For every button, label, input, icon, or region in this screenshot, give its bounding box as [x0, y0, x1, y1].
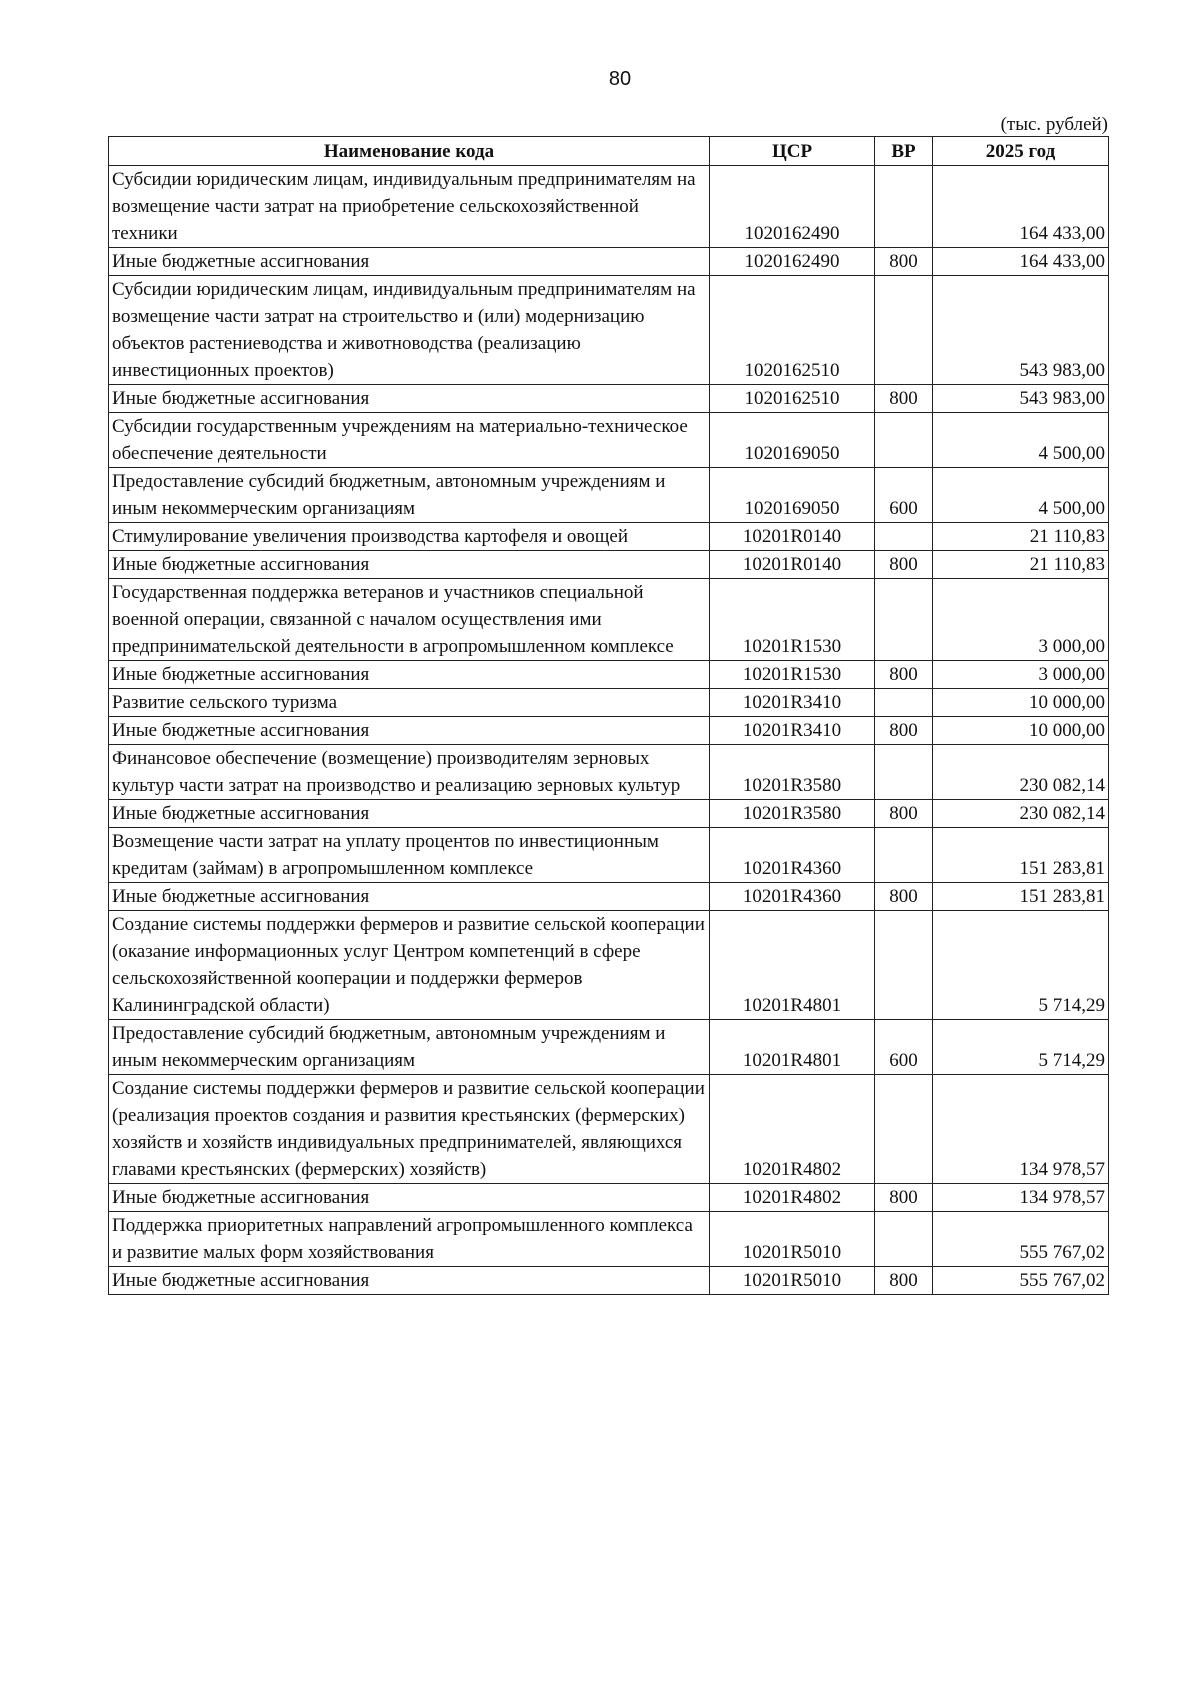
table-header-row — [109, 137, 1109, 166]
header-year: 2025 год — [933, 137, 1109, 166]
csr-cell: 10201R5010 — [710, 1267, 875, 1295]
csr-cell: 1020162490 — [710, 166, 875, 248]
amount-cell: 134 978,57 — [933, 1075, 1109, 1184]
vr-cell — [875, 523, 933, 551]
vr-cell — [875, 1075, 933, 1184]
budget-table — [108, 136, 1109, 1295]
amount-cell: 5 714,29 — [933, 1020, 1109, 1075]
name-cell: Государственная поддержка ветеранов и участников специальной военной операции, связанной с началом осуществления ими предпринимательской деятельности в агропромышленном комплексе — [109, 579, 710, 661]
csr-cell: 10201R4801 — [710, 911, 875, 1020]
table-row — [109, 468, 1109, 523]
table-row — [109, 276, 1109, 385]
amount-cell: 230 082,14 — [933, 800, 1109, 828]
table-row — [109, 800, 1109, 828]
vr-cell: 800 — [875, 1184, 933, 1212]
name-cell: Иные бюджетные ассигнования — [109, 551, 710, 579]
table-row — [109, 1020, 1109, 1075]
vr-cell — [875, 745, 933, 800]
table-row — [109, 911, 1109, 1020]
table-row — [109, 1212, 1109, 1267]
name-cell: Субсидии государственным учреждениям на материально-техническое обеспечение деятельности — [109, 413, 710, 468]
vr-cell — [875, 689, 933, 717]
vr-cell — [875, 579, 933, 661]
amount-cell: 555 767,02 — [933, 1212, 1109, 1267]
table-row — [109, 413, 1109, 468]
amount-cell: 3 000,00 — [933, 579, 1109, 661]
vr-cell — [875, 828, 933, 883]
name-cell: Предоставление субсидий бюджетным, автономным учреждениям и иным некоммерческим организациям — [109, 1020, 710, 1075]
name-cell: Поддержка приоритетных направлений агропромышленного комплекса и развитие малых форм хозяйствования — [109, 1212, 710, 1267]
csr-cell: 10201R3580 — [710, 745, 875, 800]
amount-cell: 543 983,00 — [933, 276, 1109, 385]
table-row — [109, 248, 1109, 276]
table-row — [109, 1184, 1109, 1212]
units-label: (тыс. рублей) — [1000, 114, 1108, 135]
table-row — [109, 166, 1109, 248]
csr-cell: 1020162510 — [710, 385, 875, 413]
csr-cell: 10201R0140 — [710, 551, 875, 579]
table-row — [109, 717, 1109, 745]
csr-cell: 10201R1530 — [710, 661, 875, 689]
vr-cell — [875, 413, 933, 468]
name-cell: Финансовое обеспечение (возмещение) производителям зерновых культур части затрат на производство и реализацию зерновых культур — [109, 745, 710, 800]
vr-cell: 600 — [875, 468, 933, 523]
name-cell: Возмещение части затрат на уплату процентов по инвестиционным кредитам (займам) в агропромышленном комплексе — [109, 828, 710, 883]
csr-cell: 10201R3580 — [710, 800, 875, 828]
name-cell: Создание системы поддержки фермеров и развитие сельской кооперации (реализация проектов создания и развития крестьянских (фермерских) хозяйств и хозяйств индивидуальных предпринимателей, являющихся главами крестьянских (фермерских) хозяйств) — [109, 1075, 710, 1184]
name-cell: Субсидии юридическим лицам, индивидуальным предпринимателям на возмещение части затрат на строительство и (или) модернизацию объектов растениеводства и животноводства (реализацию инвестиционных проектов) — [109, 276, 710, 385]
csr-cell: 1020162510 — [710, 276, 875, 385]
amount-cell: 4 500,00 — [933, 468, 1109, 523]
csr-cell: 10201R4802 — [710, 1184, 875, 1212]
vr-cell — [875, 911, 933, 1020]
name-cell: Иные бюджетные ассигнования — [109, 385, 710, 413]
csr-cell: 1020162490 — [710, 248, 875, 276]
table-row — [109, 661, 1109, 689]
csr-cell: 1020169050 — [710, 468, 875, 523]
header-name: Наименование кода — [109, 137, 710, 166]
name-cell: Иные бюджетные ассигнования — [109, 248, 710, 276]
name-cell: Стимулирование увеличения производства картофеля и овощей — [109, 523, 710, 551]
vr-cell — [875, 276, 933, 385]
csr-cell: 10201R4360 — [710, 828, 875, 883]
amount-cell: 10 000,00 — [933, 717, 1109, 745]
table-row — [109, 689, 1109, 717]
table-row — [109, 523, 1109, 551]
amount-cell: 151 283,81 — [933, 883, 1109, 911]
vr-cell: 800 — [875, 248, 933, 276]
table-row — [109, 828, 1109, 883]
name-cell: Иные бюджетные ассигнования — [109, 661, 710, 689]
vr-cell: 800 — [875, 1267, 933, 1295]
name-cell: Иные бюджетные ассигнования — [109, 1267, 710, 1295]
vr-cell: 800 — [875, 883, 933, 911]
vr-cell: 800 — [875, 385, 933, 413]
amount-cell: 543 983,00 — [933, 385, 1109, 413]
amount-cell: 151 283,81 — [933, 828, 1109, 883]
vr-cell: 800 — [875, 551, 933, 579]
amount-cell: 21 110,83 — [933, 551, 1109, 579]
name-cell: Иные бюджетные ассигнования — [109, 717, 710, 745]
vr-cell: 800 — [875, 717, 933, 745]
table-row — [109, 883, 1109, 911]
vr-cell — [875, 1212, 933, 1267]
amount-cell: 5 714,29 — [933, 911, 1109, 1020]
amount-cell: 3 000,00 — [933, 661, 1109, 689]
csr-cell: 10201R4802 — [710, 1075, 875, 1184]
name-cell: Иные бюджетные ассигнования — [109, 800, 710, 828]
amount-cell: 164 433,00 — [933, 166, 1109, 248]
amount-cell: 21 110,83 — [933, 523, 1109, 551]
name-cell: Иные бюджетные ассигнования — [109, 883, 710, 911]
csr-cell: 1020169050 — [710, 413, 875, 468]
amount-cell: 555 767,02 — [933, 1267, 1109, 1295]
amount-cell: 164 433,00 — [933, 248, 1109, 276]
table-row — [109, 579, 1109, 661]
table-row — [109, 551, 1109, 579]
csr-cell: 10201R3410 — [710, 717, 875, 745]
vr-cell: 800 — [875, 800, 933, 828]
csr-cell: 10201R3410 — [710, 689, 875, 717]
page-number: 80 — [608, 68, 632, 90]
amount-cell: 134 978,57 — [933, 1184, 1109, 1212]
csr-cell: 10201R0140 — [710, 523, 875, 551]
table-row — [109, 385, 1109, 413]
csr-cell: 10201R4360 — [710, 883, 875, 911]
csr-cell: 10201R5010 — [710, 1212, 875, 1267]
vr-cell: 800 — [875, 661, 933, 689]
amount-cell: 10 000,00 — [933, 689, 1109, 717]
csr-cell: 10201R4801 — [710, 1020, 875, 1075]
name-cell: Субсидии юридическим лицам, индивидуальным предпринимателям на возмещение части затрат на приобретение сельскохозяйственной техники — [109, 166, 710, 248]
header-csr: ЦСР — [710, 137, 875, 166]
name-cell: Создание системы поддержки фермеров и развитие сельской кооперации (оказание информационных услуг Центром компетенций в сфере сельскохозяйственной кооперации и поддержки фермеров Калининградской области) — [109, 911, 710, 1020]
table-row — [109, 1075, 1109, 1184]
table-row — [109, 745, 1109, 800]
amount-cell: 230 082,14 — [933, 745, 1109, 800]
csr-cell: 10201R1530 — [710, 579, 875, 661]
amount-cell: 4 500,00 — [933, 413, 1109, 468]
vr-cell: 600 — [875, 1020, 933, 1075]
name-cell: Развитие сельского туризма — [109, 689, 710, 717]
table-row — [109, 1267, 1109, 1295]
name-cell: Предоставление субсидий бюджетным, автономным учреждениям и иным некоммерческим организациям — [109, 468, 710, 523]
vr-cell — [875, 166, 933, 248]
name-cell: Иные бюджетные ассигнования — [109, 1184, 710, 1212]
header-vr: ВР — [875, 137, 933, 166]
